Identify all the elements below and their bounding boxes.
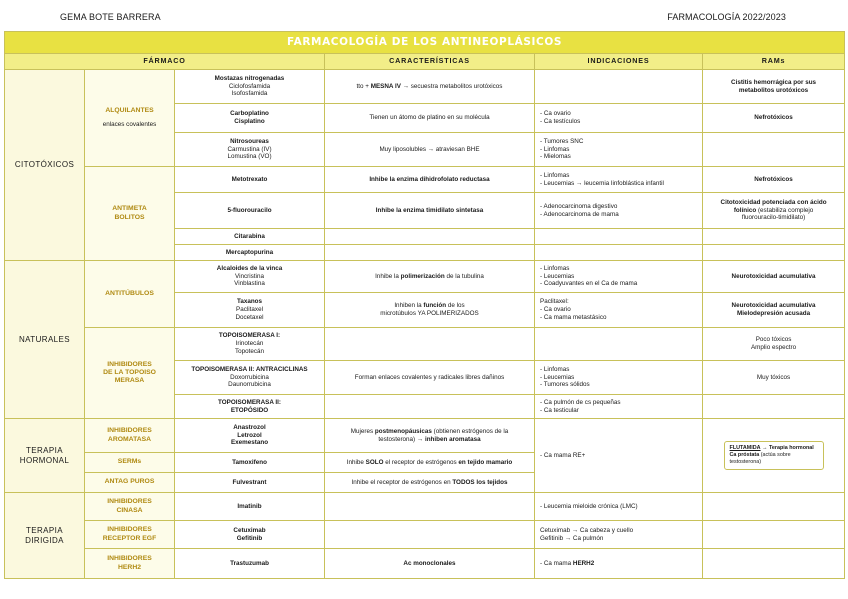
ind-mercaptopurina — [535, 245, 703, 261]
group-terapia-dirigida: TERAPIA DIRIGIDA — [5, 493, 85, 579]
ram-nitrosoureas — [703, 133, 845, 167]
subgroup-alquilantes: ALQUILANTES enlaces covalentes — [85, 70, 175, 167]
drug-topoisomerasa-1: TOPOISOMERASA I: Irinotecán Topotecán — [175, 328, 325, 361]
drug-fluorouracilo: 5-fluorouracilo — [175, 193, 325, 229]
ram-topoisomerasa-1: Poco tóxicos Amplio espectro — [703, 328, 845, 361]
group-naturales: NATURALES — [5, 261, 85, 419]
carac-etoposido — [325, 395, 535, 419]
ind-cetuximab: Cetuximab → Ca cabeza y cuello Gefitinib → Ca pulmón — [535, 521, 703, 549]
col-header-indicaciones: INDICACIONES — [535, 54, 703, 70]
ram-vinca: Neurotoxicidad acumulativa — [703, 261, 845, 293]
drug-platino: Carboplatino Cisplatino — [175, 104, 325, 133]
ind-etoposido: - Ca pulmón de cs pequeñas - Ca testicular — [535, 395, 703, 419]
ram-mercaptopurina — [703, 245, 845, 261]
ram-antraciclinas: Muy tóxicos — [703, 361, 845, 395]
carac-tamoxifeno: Inhibe SOLO el receptor de estrógenos en tejido mamario — [325, 453, 535, 473]
ram-citarabina — [703, 229, 845, 245]
carac-fulvestrant: Inhibe el receptor de estrógenos en TODOS los tejidos — [325, 473, 535, 493]
carac-fluorouracilo: Inhibe la enzima timidilato sintetasa — [325, 193, 535, 229]
drug-etoposido: TOPOISOMERASA II: ETOPÓSIDO — [175, 395, 325, 419]
carac-vinca: Inhibe la polimerización de la tubulina — [325, 261, 535, 293]
ind-topoisomerasa-1 — [535, 328, 703, 361]
group-terapia-hormonal: TERAPIA HORMONAL — [5, 419, 85, 493]
drug-mostazas: Mostazas nitrogenadas Ciclofosfamida Isofosfamida — [175, 70, 325, 104]
drug-imatinib: Imatinib — [175, 493, 325, 521]
ind-fluorouracilo: - Adenocarcinoma digestivo - Adenocarcinoma de mama — [535, 193, 703, 229]
ind-vinca: - Linfomas - Leucemias - Coadyuvantes en el Ca de mama — [535, 261, 703, 293]
ram-fluorouracilo: Citotoxicidad potenciada con ácido folínico (estabiliza complejo fluorouracilo-timidilato) — [703, 193, 845, 229]
drug-fulvestrant: Fulvestrant — [175, 473, 325, 493]
author-name: GEMA BOTE BARRERA — [60, 12, 161, 22]
carac-aromatasa: Mujeres postmenopáusicas (obtienen estrógenos de la testosterona) → inhiben aromatasa — [325, 419, 535, 453]
ram-etoposido — [703, 395, 845, 419]
subgroup-cinasa: INHIBIDORES CINASA — [85, 493, 175, 521]
subgroup-antitubulos: ANTITÚBULOS — [85, 261, 175, 328]
col-header-farmaco: FÁRMACO — [5, 54, 325, 70]
drug-vinca: Alcaloides de la vinca Vincristina Vinblastina — [175, 261, 325, 293]
ram-platino: Nefrotóxicos — [703, 104, 845, 133]
drug-mercaptopurina: Mercaptopurina — [175, 245, 325, 261]
course-label: FARMACOLOGÍA 2022/2023 — [667, 12, 786, 22]
col-header-rams: RAMs — [703, 54, 845, 70]
subgroup-receptor-egf: INHIBIDORES RECEPTOR EGF — [85, 521, 175, 549]
subgroup-aromatasa: INHIBIDORES AROMATASA — [85, 419, 175, 453]
flutamida-note: FLUTAMIDA → Terapia hormonal Ca próstata (actúa sobre testosterona) — [724, 441, 824, 469]
table-title: FARMACOLOGÍA DE LOS ANTINEOPLÁSICOS — [5, 32, 845, 54]
carac-metotrexato: Inhibe la enzima dihidrofolato reductasa — [325, 167, 535, 193]
carac-mercaptopurina — [325, 245, 535, 261]
ind-citarabina — [535, 229, 703, 245]
subgroup-serms: SERMs — [85, 453, 175, 473]
ind-platino: - Ca ovario - Ca testículos — [535, 104, 703, 133]
carac-nitrosoureas: Muy liposolubles → atraviesan BHE — [325, 133, 535, 167]
ind-terapia-hormonal: - Ca mama RE+ — [535, 419, 703, 493]
carac-mostazas: tto + MESNA IV → secuestra metabolitos urotóxicos — [325, 70, 535, 104]
col-header-caracteristicas: CARACTERÍSTICAS — [325, 54, 535, 70]
ram-taxanos: Neurotoxicidad acumulativa Mielodepresión acusada — [703, 293, 845, 328]
drug-cetuximab: Cetuximab Gefitinib — [175, 521, 325, 549]
carac-trastuzumab: Ac monoclonales — [325, 549, 535, 579]
carac-imatinib — [325, 493, 535, 521]
drug-aromatasa: Anastrozol Letrozol Exemestano — [175, 419, 325, 453]
carac-cetuximab — [325, 521, 535, 549]
drug-trastuzumab: Trastuzumab — [175, 549, 325, 579]
drug-tamoxifeno: Tamoxifeno — [175, 453, 325, 473]
carac-platino: Tienen un átomo de platino en su molécula — [325, 104, 535, 133]
ind-trastuzumab: - Ca mama HERH2 — [535, 549, 703, 579]
carac-citarabina — [325, 229, 535, 245]
ind-antraciclinas: - Linfomas - Leucemias - Tumores sólidos — [535, 361, 703, 395]
ram-terapia-hormonal — [703, 419, 845, 493]
group-citotoxicos: CITOTÓXICOS — [5, 70, 85, 261]
drug-nitrosoureas: Nitrosoureas Carmustina (IV) Lomustina (VO) — [175, 133, 325, 167]
carac-taxanos: Inhiben la función de los microtúbulos YA POLIMERIZADOS — [325, 293, 535, 328]
drug-metotrexato: Metotrexato — [175, 167, 325, 193]
ram-cetuximab — [703, 521, 845, 549]
ram-mostazas: Cistitis hemorrágica por sus metabolitos urotóxicos — [703, 70, 845, 104]
drug-citarabina: Citarabina — [175, 229, 325, 245]
carac-topoisomerasa-1 — [325, 328, 535, 361]
carac-antraciclinas: Forman enlaces covalentes y radicales libres dañinos — [325, 361, 535, 395]
drug-antraciclinas: TOPOISOMERASA II: ANTRACICLINAS Doxorrubicina Daunorrubicina — [175, 361, 325, 395]
antineoplastic-table — [4, 31, 845, 579]
ram-metotrexato: Nefrotóxicos — [703, 167, 845, 193]
ind-imatinib: - Leucemia mieloide crónica (LMC) — [535, 493, 703, 521]
drug-taxanos: Taxanos Paclitaxel Docetaxel — [175, 293, 325, 328]
ind-mostazas — [535, 70, 703, 104]
ind-taxanos: Paclitaxel: - Ca ovario - Ca mama metastásico — [535, 293, 703, 328]
ram-imatinib — [703, 493, 845, 521]
subgroup-antimetabolitos: ANTIMETA BOLITOS — [85, 167, 175, 261]
ram-trastuzumab — [703, 549, 845, 579]
subgroup-herh2: INHIBIDORES HERH2 — [85, 549, 175, 579]
subgroup-antag-puros: ANTAG PUROS — [85, 473, 175, 493]
ind-metotrexato: - Linfomas - Leucemias → leucemia linfoblástica infantil — [535, 167, 703, 193]
ind-nitrosoureas: - Tumores SNC - Linfomas - Mielomas — [535, 133, 703, 167]
subgroup-topoisomerasa: INHIBIDORES DE LA TOPOISO MERASA — [85, 328, 175, 419]
